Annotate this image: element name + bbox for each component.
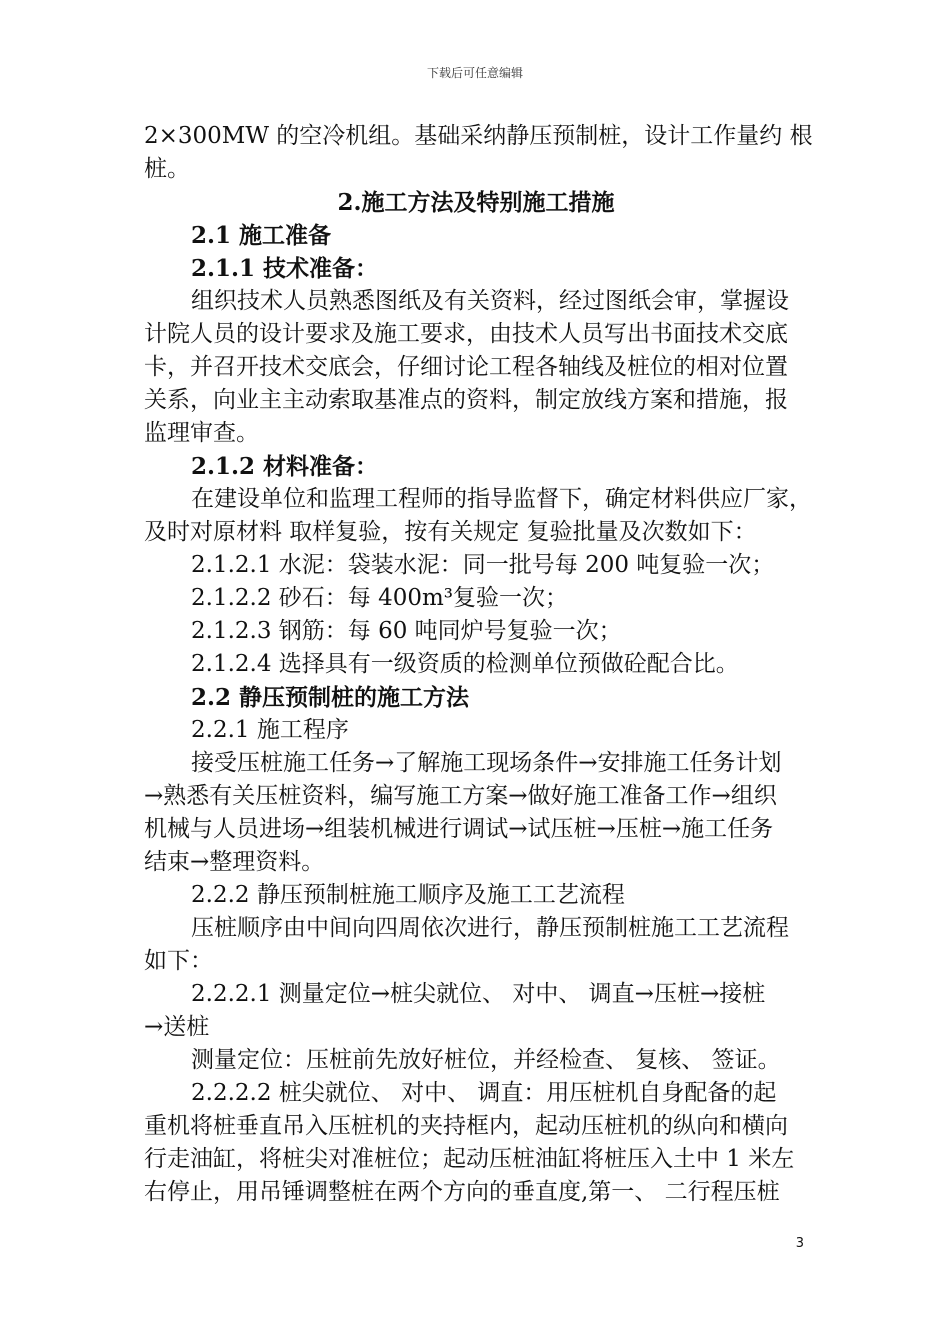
section-heading: 2.施工方法及特别施工措施 — [337, 189, 615, 216]
paragraph-line: →熟悉有关压桩资料，编写施工方案→做好施工准备工作→组织 — [144, 783, 777, 809]
paragraph-line: 右停止，用吊锤调整桩在两个方向的垂直度,第一、 二行程压桩 — [144, 1179, 780, 1205]
list-item: 2.1.2.4 选择具有一级资质的检测单位预做砼配合比。 — [191, 651, 739, 677]
paragraph-line: 行走油缸，将桩尖对准桩位；起动压桩油缸将桩压入土中 1 米左 — [144, 1146, 795, 1172]
subsection-heading: 2.2.1 施工程序 — [191, 717, 349, 743]
subsection-heading: 2.1.1 技术准备： — [191, 255, 379, 282]
page-header: 下载后可任意编辑 — [426, 66, 523, 80]
paragraph-line: 测量定位：压桩前先放好桩位，并经检查、 复核、 签证。 — [191, 1047, 781, 1073]
paragraph-line: 机械与人员进场→组装机械进行调试→试压桩→压桩→施工任务 — [144, 816, 774, 842]
paragraph-line: 计院人员的设计要求及施工要求，由技术人员写出书面技术交底 — [144, 321, 788, 347]
document-body — [144, 120, 813, 1209]
paragraph-line: 2.2.2.2 桩尖就位、 对中、 调直：用压桩机自身配备的起 — [191, 1080, 777, 1106]
paragraph-line: 接受压桩施工任务→了解施工现场条件→安排施工任务计划 — [191, 750, 782, 776]
list-item: 2.1.2.3 钢筋：每 60 吨同炉号复验一次； — [191, 618, 622, 644]
paragraph-line: 在建设单位和监理工程师的指导监督下，确定材料供应厂家， — [191, 486, 812, 512]
subsection-heading: 2.1 施工准备 — [191, 222, 332, 249]
subsection-heading: 2.1.2 材料准备： — [191, 453, 379, 480]
paragraph-line: 重机将桩垂直吊入压桩机的夹持框内，起动压桩机的纵向和横向 — [144, 1113, 788, 1139]
body-line: 2×300MW 的空冷机组。基础采纳静压预制桩，设计工作量约 根 — [144, 123, 813, 149]
paragraph-line: 卡，并召开技术交底会，仔细讨论工程各轴线及桩位的相对位置 — [144, 354, 788, 380]
list-item: 2.1.2.2 砂石：每 400m³复验一次； — [191, 585, 569, 611]
paragraph-line: 压桩顺序由中间向四周依次进行，静压预制桩施工工艺流程 — [191, 915, 789, 941]
paragraph-line: →送桩 — [144, 1014, 210, 1040]
body-line: 桩。 — [144, 156, 190, 182]
paragraph-line: 监理审查。 — [144, 420, 259, 446]
paragraph-line: 关系，向业主主动索取基准点的资料，制定放线方案和措施，报 — [144, 387, 788, 413]
paragraph-line: 如下： — [144, 948, 213, 974]
paragraph-line: 及时对原材料 取样复验，按有关规定 复验批量及次数如下： — [144, 519, 757, 545]
subsection-heading: 2.2.2 静压预制桩施工顺序及施工工艺流程 — [191, 882, 625, 908]
page-number: 3 — [795, 1236, 804, 1251]
list-item: 2.1.2.1 水泥：袋装水泥：同一批号每 200 吨复验一次； — [191, 552, 775, 578]
paragraph-line: 2.2.2.1 测量定位→桩尖就位、 对中、 调直→压桩→接桩 — [191, 981, 766, 1007]
paragraph-line: 结束→整理资料。 — [144, 849, 325, 875]
paragraph-line: 组织技术人员熟悉图纸及有关资料，经过图纸会审，掌握设 — [191, 288, 789, 314]
subsection-heading: 2.2 静压预制桩的施工方法 — [191, 684, 470, 711]
